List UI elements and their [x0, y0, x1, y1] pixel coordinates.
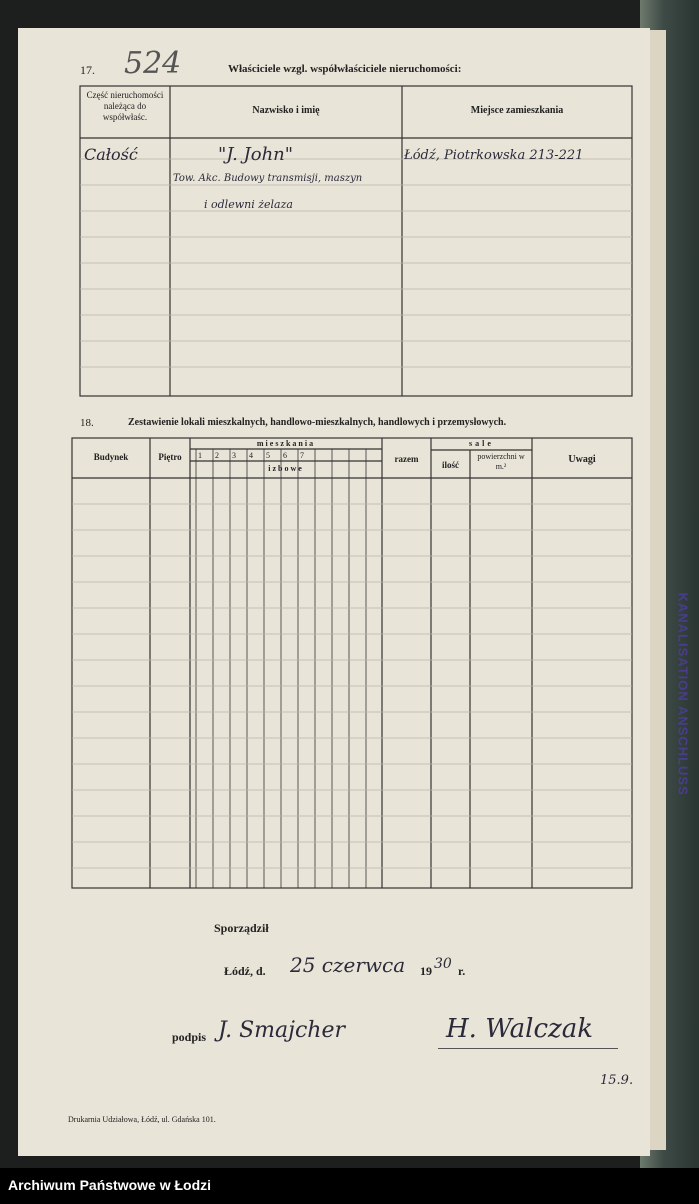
room-5: 5 — [266, 451, 270, 460]
year-prefix: 19 — [420, 964, 432, 978]
room-7: 7 — [300, 451, 304, 460]
printer-imprint: Drukarnia Udziałowa, Łódź, ul. Gdańska 101. — [68, 1115, 216, 1124]
col-budynek: Budynek — [93, 452, 129, 462]
col-ilosc: ilość — [442, 460, 459, 470]
col-mieszkania: mieszkania — [256, 439, 316, 448]
entry-share: Całość — [84, 145, 138, 164]
entry-name-line2: Tow. Akc. Budowy transmisji, maszyn — [173, 173, 363, 184]
room-4: 4 — [249, 451, 253, 460]
col-name-header: Nazwisko i imię — [252, 105, 320, 116]
year-suffix: r. — [458, 964, 466, 978]
handwritten-year: 30 — [434, 956, 452, 972]
col-pietro: Piętro — [158, 452, 182, 462]
entry-name-line3: i odlewni żelaza — [204, 198, 293, 211]
place-date-label: Łódź, d. — [224, 964, 266, 978]
col-uwagi: Uwagi — [568, 454, 596, 465]
room-1: 1 — [198, 451, 202, 460]
archive-caption-bar — [0, 1168, 699, 1204]
archive-caption: Archiwum Państwowe w Łodzi — [8, 1177, 212, 1193]
section18-title: Zestawienie lokali mieszkalnych, handlowo-mieszkalnych, handlowych i przemysłowych. — [128, 417, 507, 428]
signature-underline — [438, 1048, 618, 1049]
entry-name: "J. John" — [218, 144, 294, 165]
room-2: 2 — [215, 451, 219, 460]
room-6: 6 — [283, 451, 287, 460]
col-residence-header: Miejsce zamieszkania — [470, 105, 564, 116]
section17-handwritten-number: 524 — [124, 46, 182, 81]
col-share-header: Część nieruchomości należąca do współwłaśc. — [86, 90, 164, 122]
document-page — [18, 28, 650, 1156]
section17-title: Właściciele wzgl. współwłaściciele nieruchomości: — [228, 63, 462, 75]
section18-number: 18. — [80, 417, 94, 429]
handwritten-date: 25 czerwca — [290, 953, 406, 977]
section18-table-grid — [18, 28, 650, 1156]
col-izbowe: izbowe — [268, 464, 304, 473]
section17-number: 17. — [80, 63, 95, 77]
col-razem: razem — [394, 454, 419, 464]
podpis-label: podpis — [172, 1030, 207, 1044]
room-3: 3 — [232, 451, 236, 460]
entry-address: Łódź, Piotrkowska 213-221 — [404, 148, 584, 163]
col-powierzchni: powierzchni w m.² — [477, 452, 525, 471]
col-sale: sale — [469, 439, 494, 448]
purple-stamp — [668, 590, 698, 1070]
corner-note: 15.9. — [600, 1073, 634, 1088]
stamp-text: KANALISATION ANSCHLUSS — [675, 592, 691, 796]
podpis-signature: J. Smajcher — [218, 1018, 345, 1043]
second-signature: H. Walczak — [446, 1014, 593, 1044]
sporzadzil-label: Sporządził — [214, 921, 269, 935]
